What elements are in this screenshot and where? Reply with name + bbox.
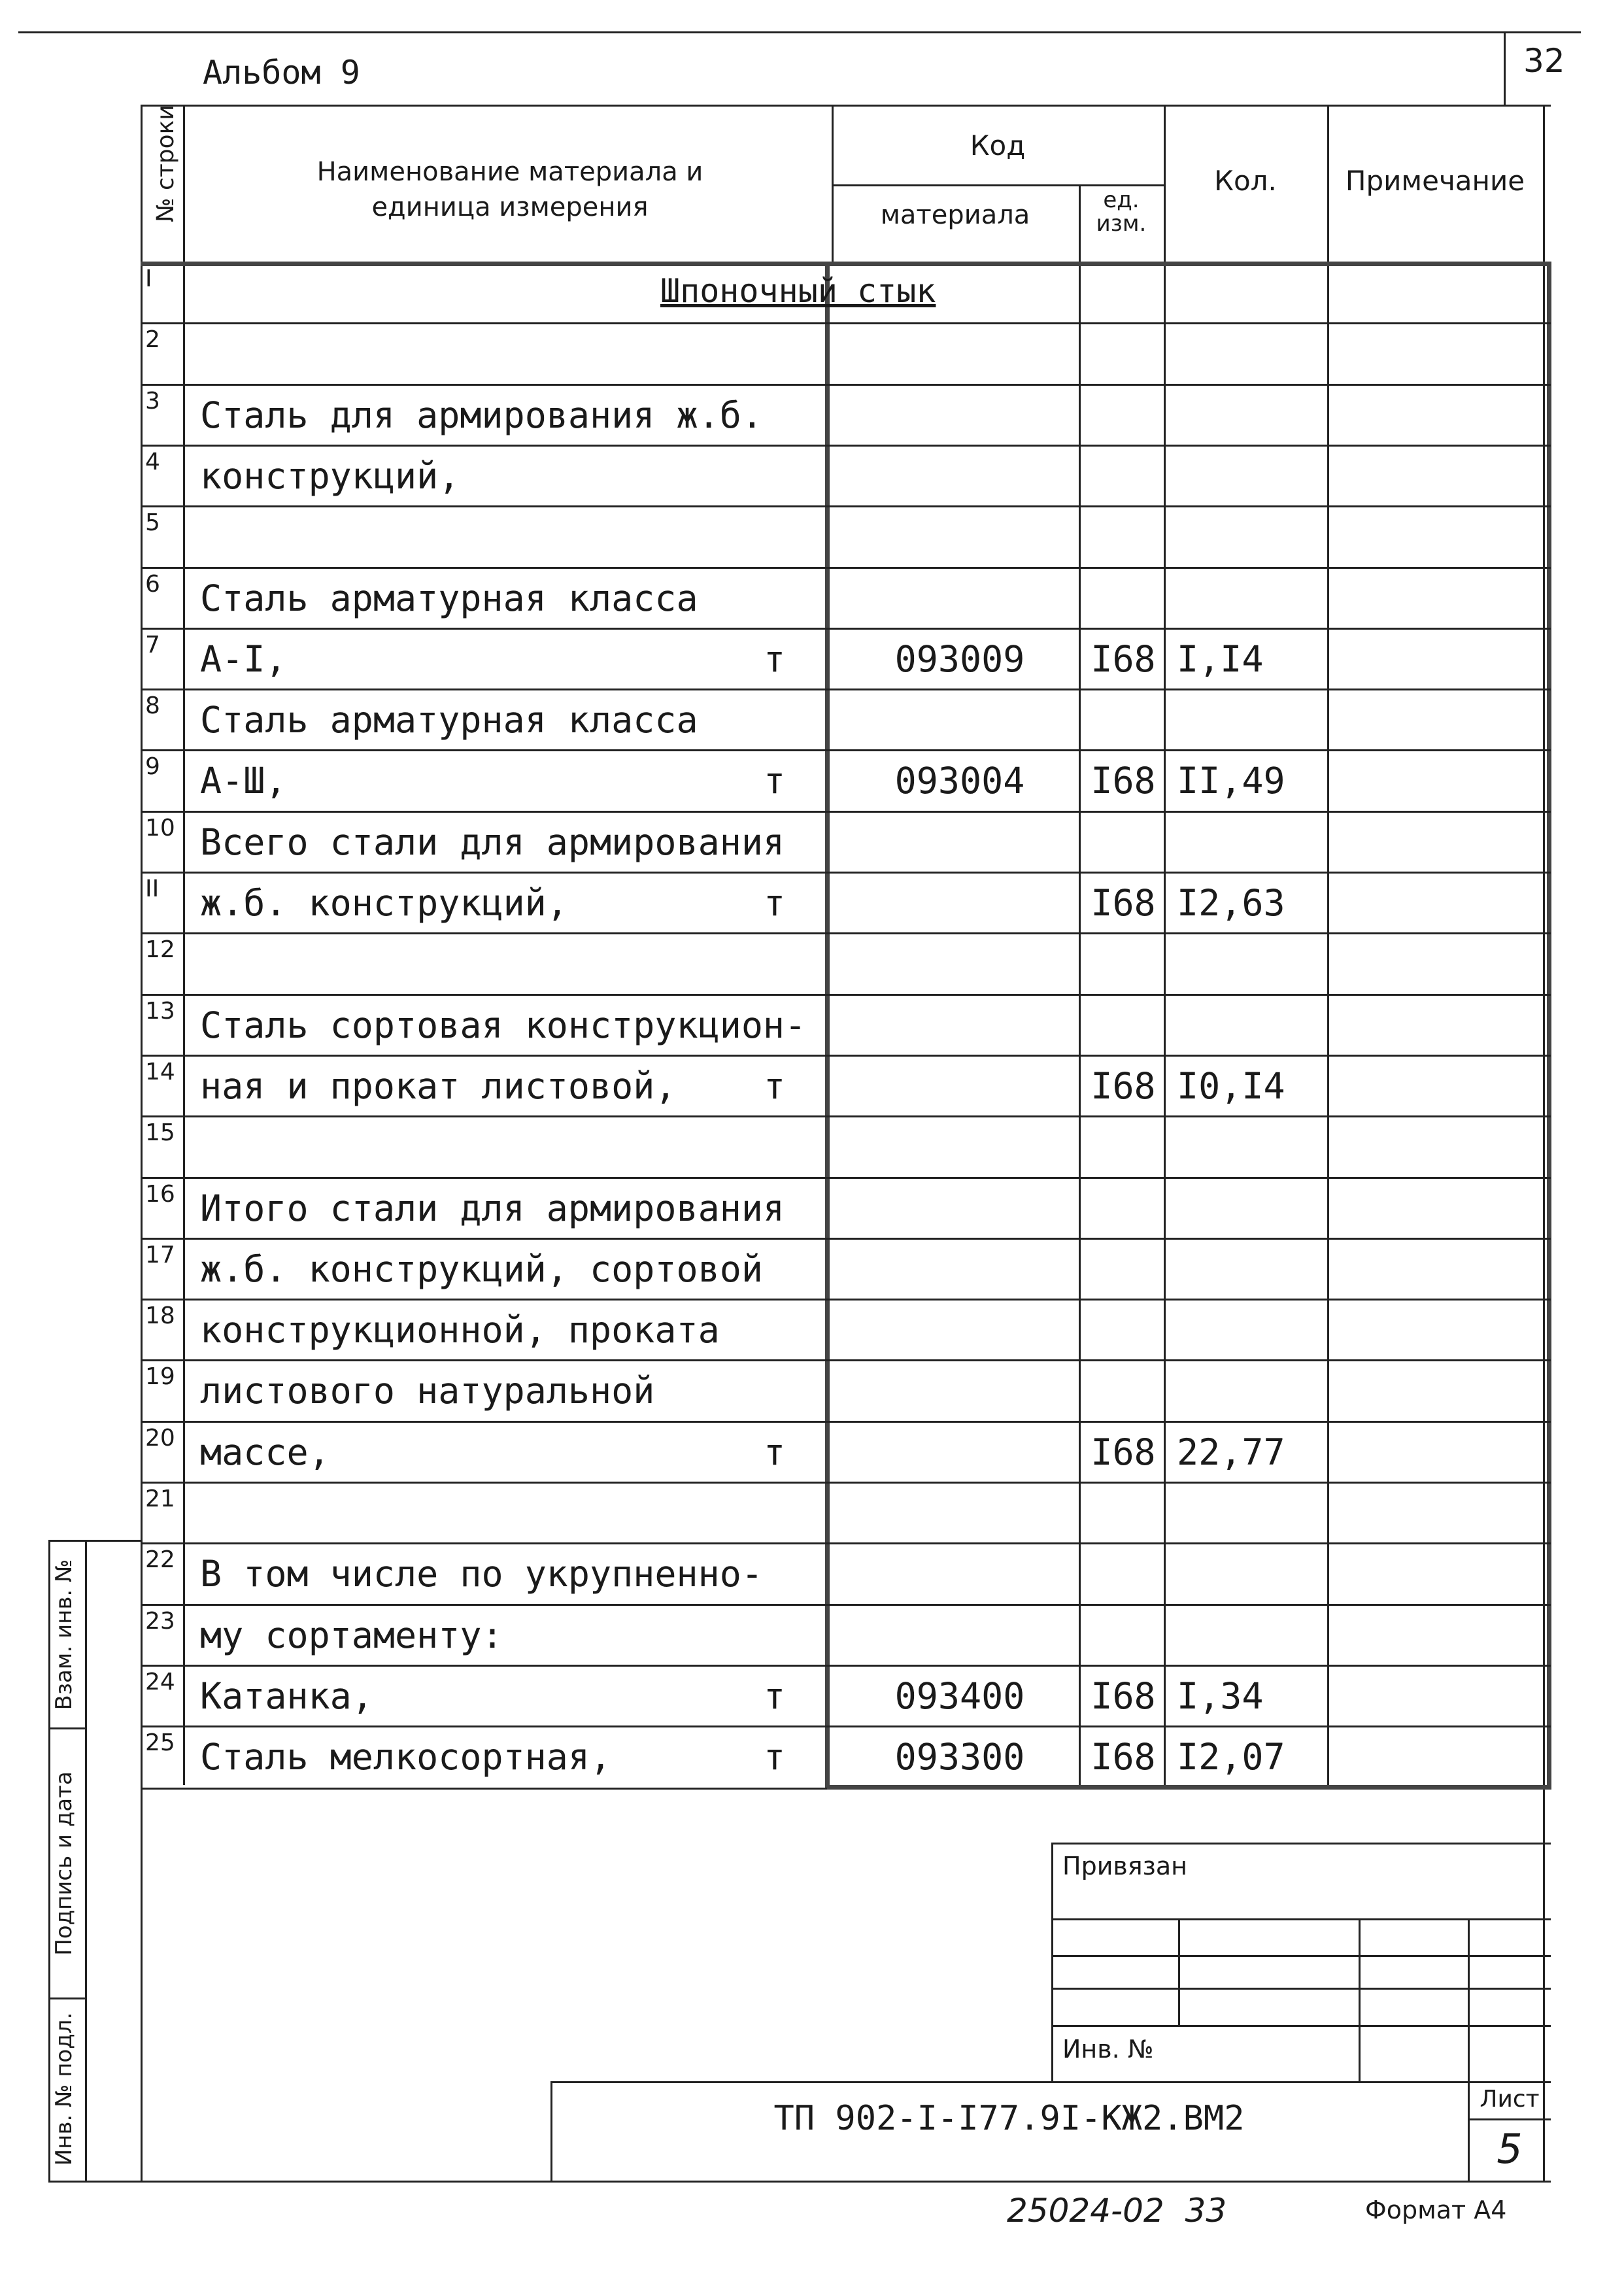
- side-stamp-line-1: [48, 1727, 87, 1729]
- name-col-line: [832, 105, 834, 262]
- row-text: конструкционной, проката: [200, 1309, 720, 1352]
- row-text: А-Ш,: [200, 760, 287, 802]
- row-unit: т: [764, 1674, 786, 1717]
- row-number: 3: [145, 387, 160, 415]
- document-designation: ТП 902-I-I77.9I-КЖ2.ВМ2: [773, 2099, 1245, 2138]
- row-text: массе,: [200, 1431, 330, 1473]
- col-qty-header: Кол.: [1214, 165, 1277, 197]
- frame-left-line: [141, 105, 143, 2181]
- row-text: Итого стали для армирования: [200, 1187, 785, 1229]
- row-number: 14: [145, 1058, 175, 1085]
- row-number: 5: [145, 509, 160, 537]
- row-text: Всего стали для армирования: [200, 821, 785, 863]
- row-unit: т: [764, 638, 786, 680]
- row-quantity: II,49: [1177, 760, 1285, 802]
- row-unit-code: I68: [1091, 1674, 1156, 1717]
- handwritten-number: 25024-02 33: [1007, 2192, 1227, 2230]
- podpis-data-label: Подпись и дата: [51, 1771, 77, 1956]
- side-stamp-outer-line: [48, 1540, 50, 2181]
- row-number: 9: [145, 753, 160, 781]
- tb-sheet-line: [1468, 2118, 1551, 2120]
- col-rownum-header: № строки: [152, 105, 179, 222]
- row-number: I: [145, 265, 152, 292]
- row-text: Сталь для армирования ж.б.: [200, 394, 763, 436]
- row-divider: [141, 688, 1551, 690]
- row-quantity: I2,07: [1177, 1736, 1285, 1778]
- row-divider: [141, 932, 1551, 934]
- row-divider: [141, 1604, 1551, 1606]
- top-border: [18, 31, 1581, 33]
- row-divider: [141, 872, 1551, 874]
- tb-line-4: [1051, 2025, 1551, 2027]
- tb-left-line: [1051, 1843, 1053, 2081]
- sheet-number: 5: [1497, 2125, 1523, 2173]
- row-divider: [141, 322, 1551, 324]
- row-divider: [141, 1665, 1551, 1667]
- row-number: 25: [145, 1729, 175, 1757]
- row-unit: т: [764, 882, 786, 924]
- row-number: 20: [145, 1424, 175, 1452]
- inv-no-label: Инв. №: [1062, 2035, 1154, 2064]
- row-unit: т: [764, 1064, 786, 1107]
- inv-podl-label: Инв. № подл.: [51, 2012, 77, 2166]
- row-number: 13: [145, 997, 175, 1025]
- privyazan-label: Привязан: [1062, 1852, 1187, 1880]
- row-number: 8: [145, 692, 160, 720]
- row-divider: [141, 1359, 1551, 1361]
- row-divider: [141, 505, 1551, 507]
- row-quantity: 22,77: [1177, 1431, 1285, 1473]
- row-number: 23: [145, 1607, 175, 1635]
- col-code-header: Код: [970, 129, 1026, 162]
- row-text: му сортаменту:: [200, 1614, 503, 1656]
- bottom-frame-line: [48, 2181, 1551, 2183]
- row-number: 15: [145, 1119, 175, 1147]
- col-unit-header: ед. изм.: [1096, 187, 1147, 237]
- tb-top-line: [1051, 1843, 1551, 1844]
- row-unit-code: I68: [1091, 882, 1156, 924]
- row-divider: [141, 994, 1551, 996]
- tb-line-1: [1051, 1918, 1551, 1920]
- sheet-label: Лист: [1480, 2086, 1540, 2113]
- side-stamp-inner-line: [85, 1540, 87, 2181]
- row-unit-code: I68: [1091, 1736, 1156, 1778]
- rownum-col-line: [183, 105, 185, 1785]
- row-quantity: I0,I4: [1177, 1064, 1285, 1107]
- col-material-header: материала: [880, 200, 1030, 230]
- ed-col-line: [1164, 105, 1166, 1785]
- page-number-box-left: [1504, 31, 1506, 106]
- row-divider: [141, 1299, 1551, 1300]
- tb-line-3: [1051, 1988, 1551, 1990]
- row-unit-code: I68: [1091, 1064, 1156, 1107]
- row-text: Сталь арматурная класса: [200, 699, 698, 741]
- row-number: 4: [145, 448, 160, 475]
- tb-vline-2: [1359, 1918, 1361, 2081]
- vzam-inv-label: Взам. инв. №: [51, 1559, 77, 1710]
- row-divider: [141, 1482, 1551, 1484]
- rows-bottom-line: [141, 1788, 827, 1790]
- row-text: Сталь мелкосортная,: [200, 1736, 612, 1778]
- row-text: ж.б. конструкций,: [200, 882, 568, 924]
- row-divider: [141, 628, 1551, 630]
- right-thick-line: [1547, 262, 1551, 1785]
- tb-line-2: [1051, 1955, 1551, 1957]
- format-label: Формат А4: [1365, 2196, 1507, 2224]
- row-divider: [141, 749, 1551, 751]
- data-bottom-line: [825, 1785, 1551, 1790]
- row-divider: [141, 1542, 1551, 1544]
- row-number: 12: [145, 936, 175, 964]
- row-divider: [141, 384, 1551, 386]
- row-divider: [141, 445, 1551, 447]
- code-col-line: [1079, 184, 1081, 1785]
- row-divider: [141, 1177, 1551, 1179]
- row-number: 19: [145, 1363, 175, 1391]
- row-quantity: I,34: [1177, 1674, 1264, 1717]
- tb-designation-top-line: [550, 2081, 1551, 2083]
- row-unit-code: I68: [1091, 1431, 1156, 1473]
- frame-right-line: [1543, 105, 1545, 2181]
- qty-col-line: [1327, 105, 1329, 1785]
- row-material-code: 093009: [894, 638, 1025, 680]
- col-name-header: Наименование материала и единица измерения: [316, 157, 703, 222]
- row-text: В том числе по укрупненно-: [200, 1553, 763, 1595]
- row-quantity: I,I4: [1177, 638, 1264, 680]
- row-text: Катанка,: [200, 1674, 373, 1717]
- row-material-code: 093004: [894, 760, 1025, 802]
- row-unit: т: [764, 760, 786, 802]
- row-divider: [141, 1421, 1551, 1423]
- row-material-code: 093400: [894, 1674, 1025, 1717]
- tb-vline-3: [1468, 1918, 1470, 2181]
- row-number: 16: [145, 1180, 175, 1208]
- row-divider: [141, 1238, 1551, 1240]
- row-unit-code: I68: [1091, 760, 1156, 802]
- row-divider: [141, 1115, 1551, 1117]
- album-label: Альбом 9: [203, 54, 360, 92]
- header-sub-line: [832, 184, 1164, 186]
- row-text: конструкций,: [200, 454, 460, 497]
- row-number: 17: [145, 1241, 175, 1268]
- row-unit: т: [764, 1736, 786, 1778]
- side-stamp-top-line: [48, 1540, 141, 1542]
- row-number: 22: [145, 1546, 175, 1574]
- row-unit-code: I68: [1091, 638, 1156, 680]
- row-material-code: 093300: [894, 1736, 1025, 1778]
- header-top-line: [141, 105, 1551, 107]
- name-col-thick-line: [825, 262, 830, 1785]
- data-top-line: [141, 262, 1551, 266]
- row-number: 10: [145, 814, 175, 842]
- row-number: 7: [145, 631, 160, 658]
- row-unit: т: [764, 1431, 786, 1473]
- row-number: 2: [145, 326, 160, 354]
- row-divider: [141, 1726, 1551, 1727]
- row-text: ная и прокат листовой,: [200, 1064, 677, 1107]
- row-text: Сталь сортовая конструкцион-: [200, 1004, 807, 1046]
- row-quantity: I2,63: [1177, 882, 1285, 924]
- row-text: Шпоночный стык: [660, 272, 936, 310]
- row-text: ж.б. конструкций, сортовой: [200, 1248, 763, 1290]
- row-divider: [141, 567, 1551, 569]
- col-note-header: Примечание: [1345, 165, 1525, 197]
- row-text: Сталь арматурная класса: [200, 577, 698, 619]
- row-divider: [141, 1055, 1551, 1057]
- row-text: листового натуральной: [200, 1370, 655, 1412]
- tb-vline-1: [1178, 1918, 1180, 2025]
- row-number: 18: [145, 1302, 175, 1330]
- row-number: II: [145, 876, 160, 902]
- row-number: 6: [145, 570, 160, 598]
- row-divider: [141, 811, 1551, 813]
- row-number: 24: [145, 1668, 175, 1695]
- row-number: 21: [145, 1486, 175, 1512]
- page-number: 32: [1523, 42, 1565, 80]
- row-text: А-I,: [200, 638, 287, 680]
